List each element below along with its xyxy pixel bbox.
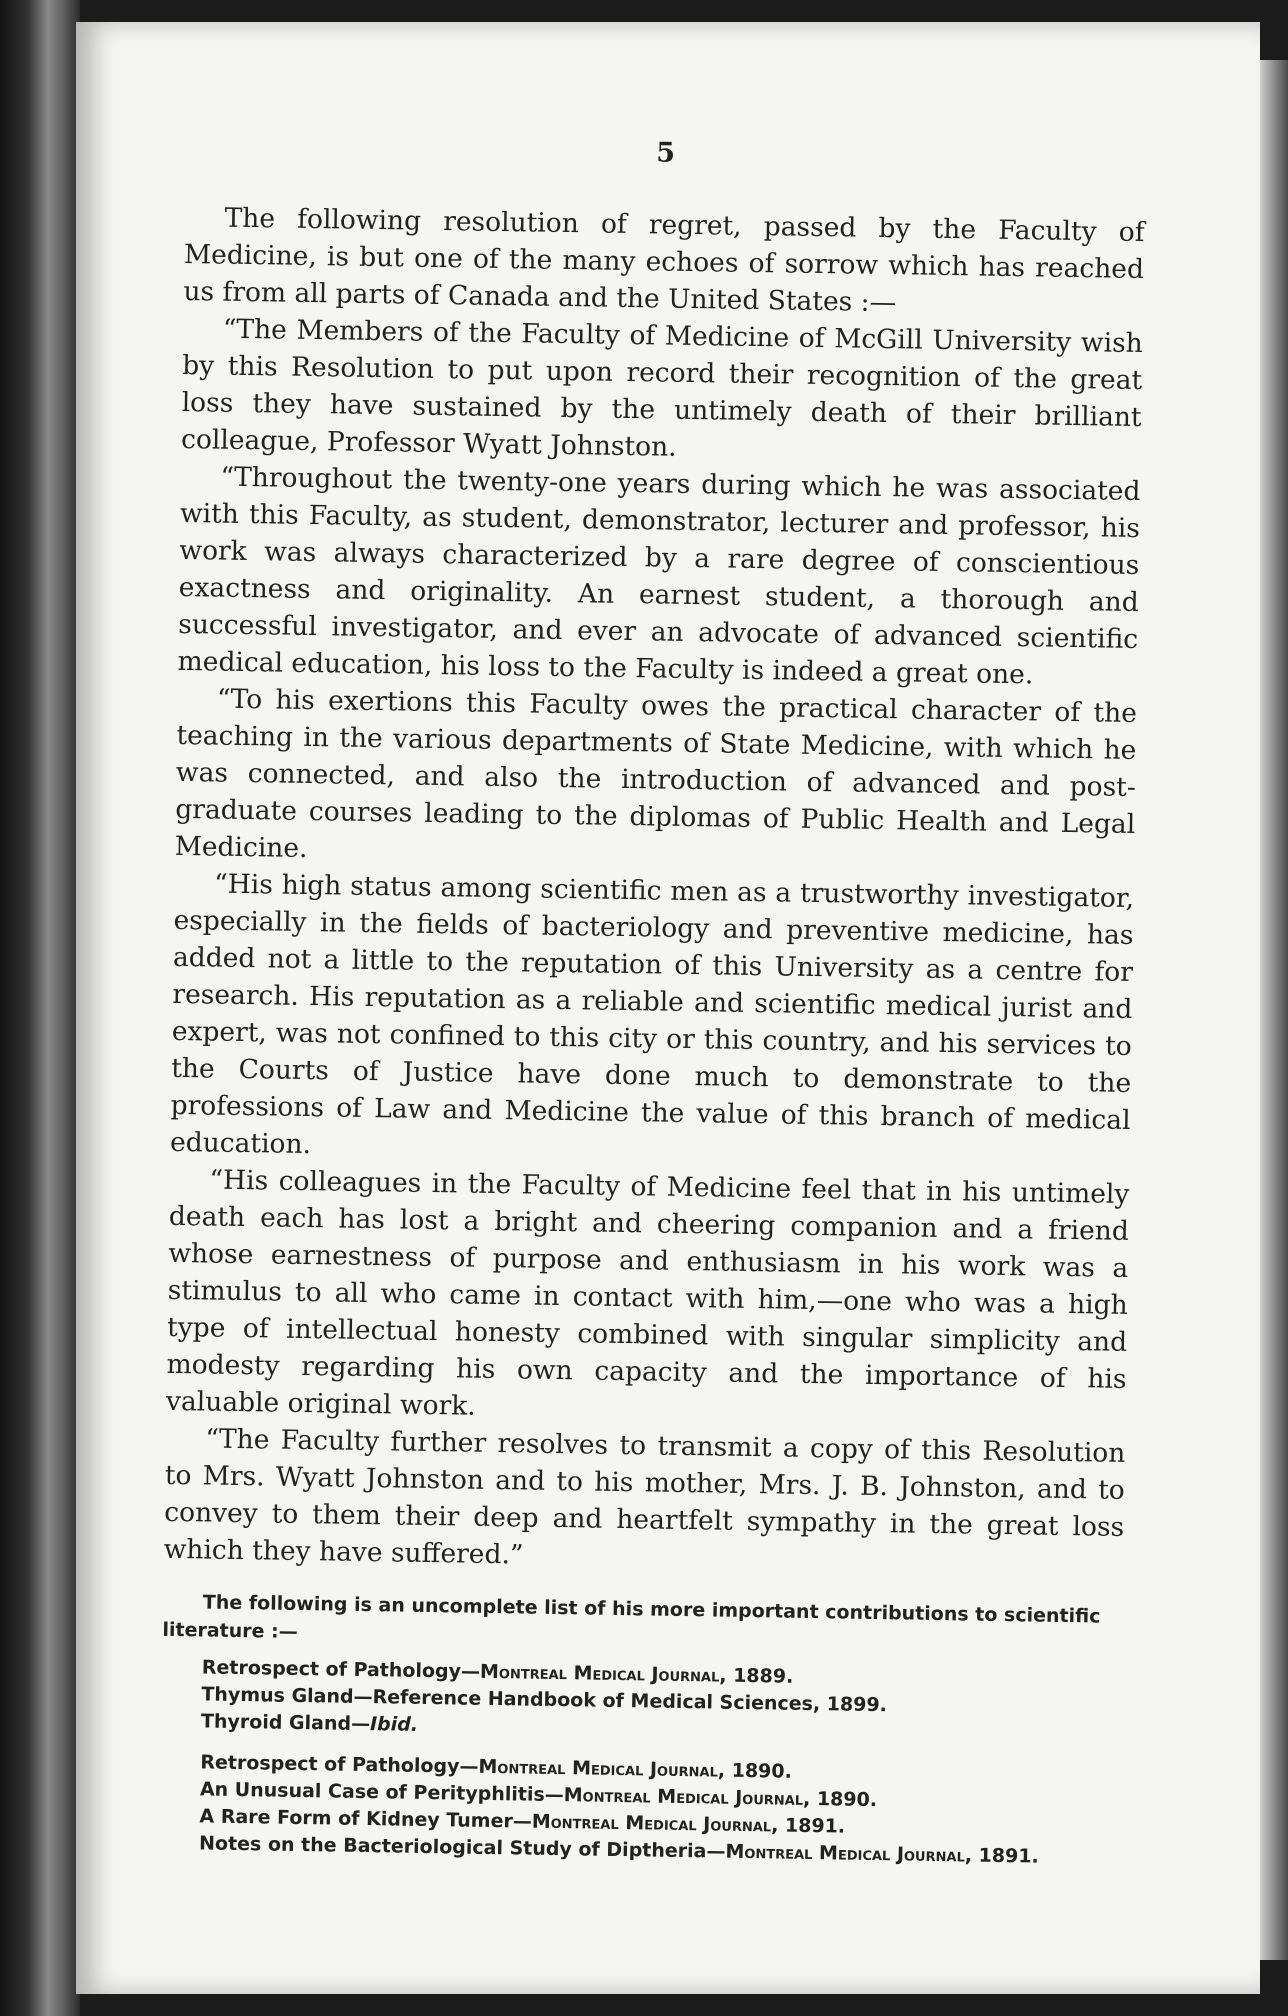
publication-item: An Unusual Case of Perityphlitis—Montreal Medical Journal, 1890.	[199, 1778, 878, 1812]
publication-item: Notes on the Bacteriological Study of Diptheria—Montreal Medical Journal, 1891.	[198, 1832, 1039, 1868]
publication-item: A Rare Form of Kidney Tumer—Montreal Medical Journal, 1891.	[199, 1805, 846, 1838]
resolution-text	[163, 199, 1144, 1583]
paragraph: “His colleagues in the Faculty of Medicine feel that in his untimely death each has lost a bright and cheering companion and a friend whose earnestness of purpose and enthusiasm in his work was a stimulus to all who came in contact with him,—one who was a high type of intellectual honesty combined with singular simplicity and modesty regarding his own capacity and the importance of his valuable original work.	[165, 1164, 1130, 1422]
book-spine-shadow	[0, 0, 80, 2016]
page-edge-shadow	[1260, 60, 1288, 1960]
paragraph: “To his exertions this Faculty owes the practical character of the teaching in the various departments of State Medicine, with which he was connected, and also the introduction of advanced and post-graduate courses leading to the diplomas of Public Health and Legal Medicine.	[174, 683, 1138, 864]
contributions-intro: The following is an uncomplete list of his more important contributions to scientific literature :—	[162, 1591, 1101, 1643]
paragraph: “The Faculty further resolves to transmit a copy of this Resolution to Mrs. Wyatt Johnston and to his mother, Mrs. J. B. Johnston, and to convey to them their deep and heartfelt sympathy in the great loss which they have suffered.”	[163, 1423, 1126, 1571]
page-content	[159, 130, 1146, 1872]
book-page	[76, 22, 1260, 1994]
paragraph: “His high status among scientific men as a trustworthy investigator, especially in the fields of bacteriology and preventive medicine, has added not a little to the reputation of this University as a centre for research. His reputation as a reliable and scientific medical jurist and expert, was not confined to this city or this country, and his services to the Courts of Justice have done much to demonstrate to the professions of Law and Medicine the value of this branch of medical education.	[169, 868, 1135, 1161]
publication-item: Retrospect of Pathology—Montreal Medical Journal, 1889.	[201, 1656, 794, 1688]
paragraph: “Throughout the twenty-one years during which he was associated with this Faculty, as student, demonstrator, lecturer and professor, his work was always characterized by a rare degree of conscientious exactness and originality. An earnest student, a thorough and successful investigator, and ever an advocate of advanced scientific medical education, his loss to the Faculty is indeed a great one.	[177, 461, 1141, 691]
publication-list	[159, 1654, 1122, 1872]
publication-item: Retrospect of Pathology—Montreal Medical Journal, 1890.	[200, 1751, 792, 1783]
publication-item: Thymus Gland—Reference Handbook of Medical Sciences, 1899.	[201, 1683, 888, 1717]
paragraph: “The Members of the Faculty of Medicine of McGill University wish by this Resolution to put upon record their recognition of the great loss they have sustained by the untimely death of their brilliant colleague, Professor Wyatt Johnston.	[180, 313, 1144, 463]
page-number: 5	[656, 137, 676, 169]
publication-item: Thyroid Gland—Ibid.	[200, 1710, 419, 1736]
paragraph-intro: The following resolution of regret, passed by the Faculty of Medicine, is but one of the many echoes of sorrow which has reached us from all parts of Canada and the United States :—	[183, 202, 1145, 319]
